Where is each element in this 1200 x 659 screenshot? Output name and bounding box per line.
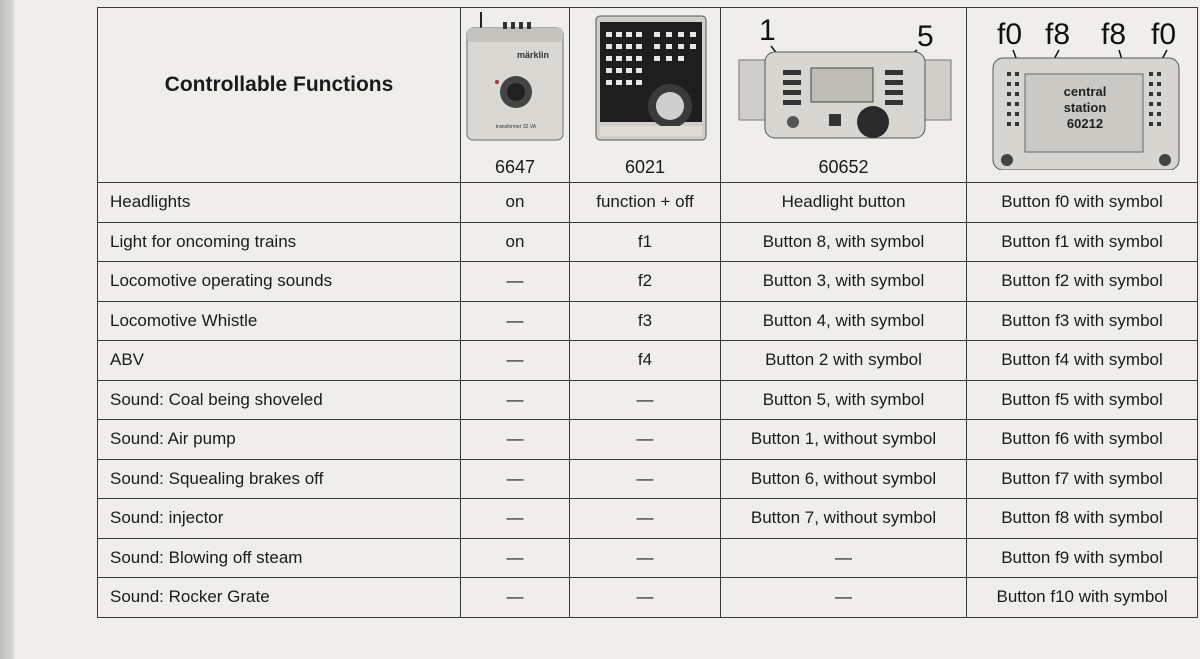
function-name-cell: Sound: Squealing brakes off: [98, 459, 461, 499]
table-row: [98, 380, 1198, 420]
function-name-cell: Headlights: [98, 183, 461, 223]
function-value-cell: Button f5 with symbol: [967, 380, 1198, 420]
table-title-cell: [98, 8, 461, 183]
device-label: 6021: [624, 157, 666, 177]
function-value-cell: —: [461, 262, 570, 302]
function-value-cell: —: [461, 538, 570, 578]
function-value-cell: —: [570, 380, 721, 420]
callout-f0-left: f0: [997, 18, 1023, 51]
function-value-cell: Button f4 with symbol: [967, 341, 1198, 381]
function-value-cell: —: [461, 459, 570, 499]
function-value-cell: —: [570, 459, 721, 499]
transformer-brand: märklin: [516, 50, 550, 60]
device-header-6647: [461, 8, 570, 183]
callout-1: 1: [759, 14, 776, 47]
table-row: [98, 222, 1198, 262]
table-row: [98, 262, 1198, 302]
table-row: [98, 538, 1198, 578]
function-name-cell: Sound: injector: [98, 499, 461, 539]
function-value-cell: —: [570, 578, 721, 618]
function-value-cell: Button f8 with symbol: [967, 499, 1198, 539]
function-value-cell: f2: [570, 262, 721, 302]
function-value-cell: function + off: [570, 183, 721, 223]
function-value-cell: Button 8, with symbol: [721, 222, 967, 262]
function-value-cell: Button 4, with symbol: [721, 301, 967, 341]
callout-f0-right: f0: [1151, 18, 1177, 51]
screen-text-line-2: station: [1063, 100, 1107, 115]
function-name-cell: Light for oncoming trains: [98, 222, 461, 262]
function-value-cell: Button f6 with symbol: [967, 420, 1198, 460]
function-name-cell: Sound: Air pump: [98, 420, 461, 460]
function-value-cell: on: [461, 183, 570, 223]
function-value-cell: Button f1 with symbol: [967, 222, 1198, 262]
function-value-cell: Button 7, without symbol: [721, 499, 967, 539]
device-header-60652: [721, 8, 967, 183]
function-value-cell: Button f2 with symbol: [967, 262, 1198, 302]
function-value-cell: —: [461, 341, 570, 381]
transformer-controller-icon: [461, 10, 570, 150]
device-label: 60652: [818, 157, 869, 177]
device-header-6021: [570, 8, 721, 183]
function-value-cell: —: [461, 578, 570, 618]
callout-f8-left: f8: [1045, 18, 1071, 51]
function-value-cell: —: [570, 420, 721, 460]
function-value-cell: —: [461, 301, 570, 341]
function-value-cell: Button 1, without symbol: [721, 420, 967, 460]
table-row: [98, 183, 1198, 223]
function-value-cell: Button 5, with symbol: [721, 380, 967, 420]
callout-f8-right: f8: [1101, 18, 1127, 51]
function-value-cell: —: [461, 499, 570, 539]
function-name-cell: Locomotive Whistle: [98, 301, 461, 341]
function-value-cell: Button 6, without symbol: [721, 459, 967, 499]
function-value-cell: Button f0 with symbol: [967, 183, 1198, 223]
function-value-cell: Button 3, with symbol: [721, 262, 967, 302]
function-name-cell: Sound: Coal being shoveled: [98, 380, 461, 420]
screen-text-line-1: central: [1063, 84, 1107, 99]
function-name-cell: Sound: Blowing off steam: [98, 538, 461, 578]
page-edge: [0, 0, 14, 659]
function-value-cell: Button f10 with symbol: [967, 578, 1198, 618]
function-name-cell: Locomotive operating sounds: [98, 262, 461, 302]
function-value-cell: Button f3 with symbol: [967, 301, 1198, 341]
table-row: [98, 301, 1198, 341]
table-row: [98, 578, 1198, 618]
function-value-cell: —: [721, 578, 967, 618]
function-name-cell: Sound: Rocker Grate: [98, 578, 461, 618]
functions-table: [97, 7, 1198, 618]
table-row: [98, 459, 1198, 499]
function-value-cell: Button 2 with symbol: [721, 341, 967, 381]
table-row: [98, 341, 1198, 381]
function-value-cell: on: [461, 222, 570, 262]
function-value-cell: f1: [570, 222, 721, 262]
function-value-cell: f4: [570, 341, 721, 381]
function-value-cell: f3: [570, 301, 721, 341]
function-value-cell: Button f7 with symbol: [967, 459, 1198, 499]
function-name-cell: ABV: [98, 341, 461, 381]
device-label: 6647: [494, 157, 536, 177]
table-header-row: [98, 8, 1198, 183]
callout-5: 5: [917, 20, 934, 53]
transformer-caption: transformer 32 VA: [495, 124, 537, 130]
table-row: [98, 420, 1198, 460]
table-row: [98, 499, 1198, 539]
central-station-icon: [967, 10, 1198, 170]
table-title: Controllable Functions: [164, 73, 394, 96]
function-value-cell: —: [721, 538, 967, 578]
function-value-cell: —: [461, 380, 570, 420]
function-value-cell: —: [570, 499, 721, 539]
function-value-cell: Headlight button: [721, 183, 967, 223]
control-unit-keypad-icon: [570, 10, 721, 150]
function-value-cell: —: [461, 420, 570, 460]
function-value-cell: Button f9 with symbol: [967, 538, 1198, 578]
screen-text-line-3: 60212: [1066, 116, 1104, 131]
function-value-cell: —: [570, 538, 721, 578]
mobile-station-icon: [721, 10, 967, 150]
device-header-central-station: [967, 8, 1198, 183]
